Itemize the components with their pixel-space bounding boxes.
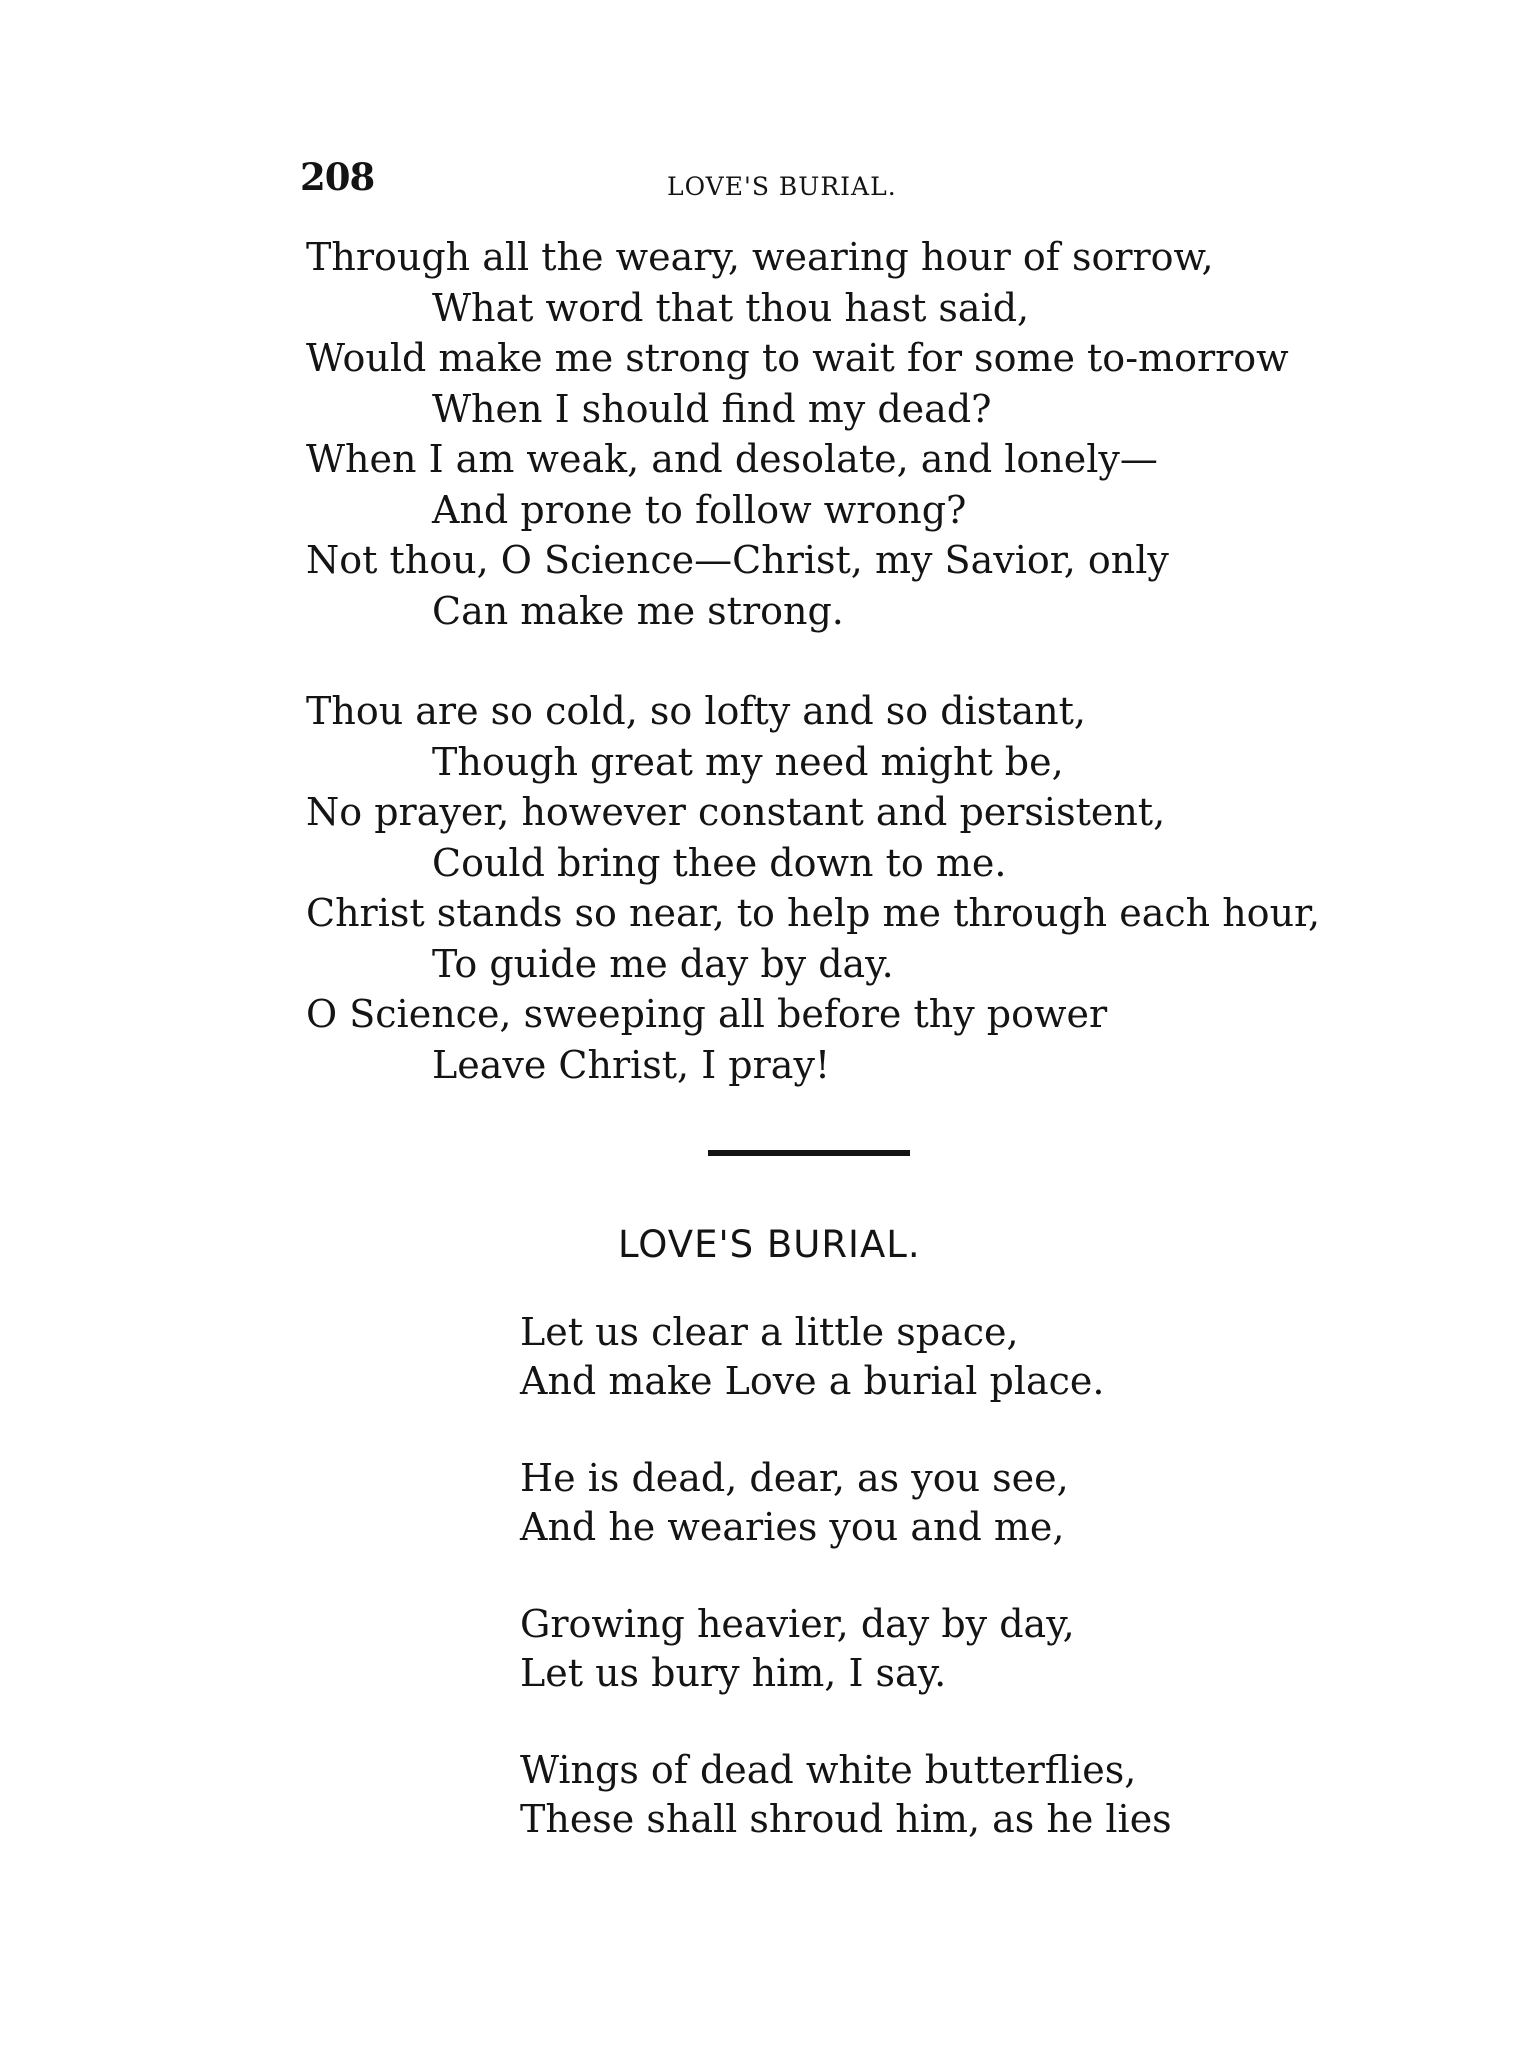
poem-line: Would make me strong to wait for some to-morrow xyxy=(306,336,1289,380)
poem-line: Not thou, O Science—Christ, my Savior, only xyxy=(306,538,1169,582)
stanza xyxy=(520,1454,1320,1552)
poem-line: He is dead, dear, as you see, xyxy=(520,1456,1069,1500)
stanza-gap xyxy=(520,1552,1320,1600)
poem-line: Christ stands so near, to help me through each hour, xyxy=(306,891,1321,935)
poem-continuation xyxy=(306,232,1326,1090)
stanza xyxy=(520,1308,1320,1406)
poem-line: These shall shroud him, as he lies xyxy=(520,1797,1172,1841)
poem-line: Thou are so cold, so lofty and so distant, xyxy=(306,689,1086,733)
stanza xyxy=(306,232,1326,636)
poem-line: Through all the weary, wearing hour of sorrow, xyxy=(306,235,1214,279)
poem-line: Growing heavier, day by day, xyxy=(520,1602,1075,1646)
poem-line: And he wearies you and me, xyxy=(520,1505,1065,1549)
poem-line: What word that thou hast said, xyxy=(432,285,1030,330)
poem-loves-burial xyxy=(520,1308,1320,1844)
poem-line: No prayer, however constant and persistent, xyxy=(306,790,1166,834)
poem-line: Could bring thee down to me. xyxy=(432,840,1007,885)
poem-line: Though great my need might be, xyxy=(432,739,1064,784)
poem-line: O Science, sweeping all before thy power xyxy=(306,992,1108,1036)
section-divider xyxy=(708,1150,910,1156)
page-header xyxy=(300,155,1300,205)
stanza-gap xyxy=(306,636,1326,686)
stanza-gap xyxy=(520,1698,1320,1746)
poem-title: LOVE'S BURIAL. xyxy=(618,1223,921,1266)
poem-line: To guide me day by day. xyxy=(432,941,894,986)
poem-line: When I am weak, and desolate, and lonely— xyxy=(306,437,1158,481)
stanza xyxy=(520,1746,1320,1844)
stanza xyxy=(520,1600,1320,1698)
poem-line: Let us clear a little space, xyxy=(520,1310,1019,1354)
poem-line: Leave Christ, I pray! xyxy=(432,1042,831,1087)
stanza-gap xyxy=(520,1406,1320,1454)
poem-line: And make Love a burial place. xyxy=(520,1359,1105,1403)
poem-line: Let us bury him, I say. xyxy=(520,1651,947,1695)
poem-line: Can make me strong. xyxy=(432,588,844,633)
running-head: LOVE'S BURIAL. xyxy=(667,172,897,201)
stanza xyxy=(306,686,1326,1090)
page-number: 208 xyxy=(300,155,375,199)
poem-line: Wings of dead white butterflies, xyxy=(520,1748,1137,1792)
poem-line: And prone to follow wrong? xyxy=(432,487,967,532)
poem-line: When I should find my dead? xyxy=(432,386,992,431)
